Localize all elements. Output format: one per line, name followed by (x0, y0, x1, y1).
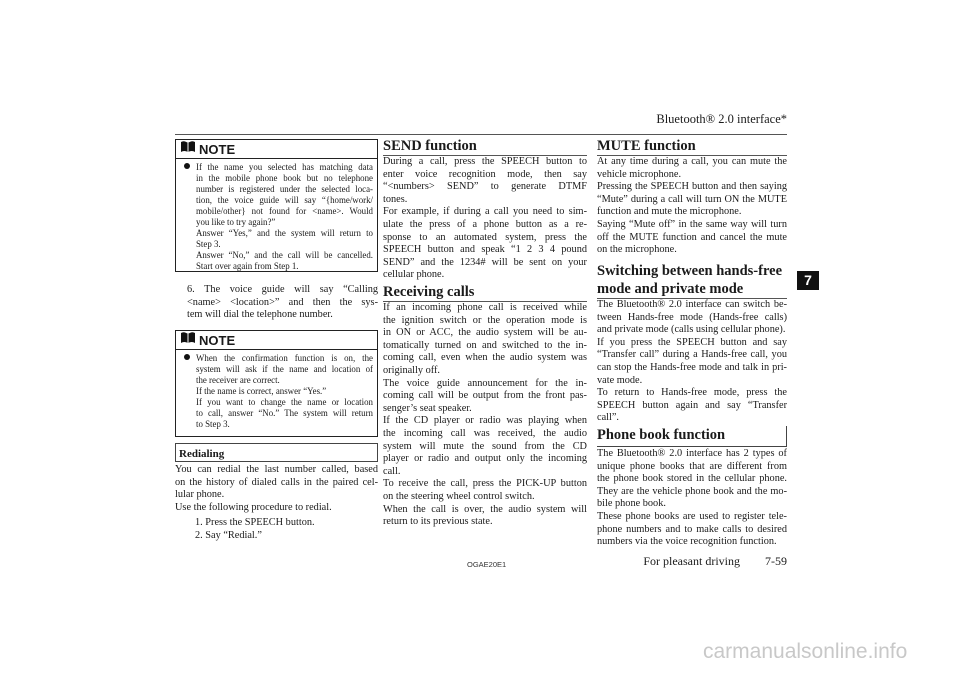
text-line: in ON or ACC, the audio system will be au- (383, 327, 587, 339)
text-line: The Bluetooth® 2.0 interface can switch be- (597, 299, 787, 310)
text-line: vate mode. (597, 374, 643, 386)
text-line: If an incoming phone call is received while (383, 302, 587, 313)
switching-heading-line2: mode and private mode (597, 281, 744, 297)
running-header: Bluetooth® 2.0 interface* (656, 112, 787, 126)
switching-heading (597, 262, 782, 298)
text-line: At any time during a call, you can mute the (597, 156, 787, 167)
text-line: “<numbers> SEND” to generate DTMF (383, 181, 587, 193)
text-line: to Step 3. (196, 419, 230, 429)
text-line: bile phone book. (597, 498, 666, 510)
text-line: the incoming call was received, the audio (383, 427, 587, 439)
text-line: For example, if during a call you need to sim- (383, 206, 587, 218)
receiving-calls-text (383, 302, 587, 529)
text-line: <name> <location>” and then the sys- (187, 296, 378, 308)
note-book-icon (180, 331, 196, 349)
text-line: SPEECH button and speak “1 2 3 4 pound (383, 244, 587, 256)
text-line: and private mode (calls using cellular phone). (597, 324, 786, 336)
note-text (196, 353, 373, 430)
text-line: ulate the press of a phone button as a re- (383, 218, 587, 230)
switching-heading-line1: Switching between hands-free (597, 263, 783, 279)
text-line: Pressing the SPEECH button and then saying (597, 181, 787, 193)
text-line: Answer “No,” and the call will be cancelled. (196, 250, 373, 260)
switching-text (597, 299, 787, 425)
redialing-text (175, 464, 378, 514)
bullet-icon (184, 163, 190, 169)
text-line: numbers via the voice recognition function. (597, 536, 777, 548)
phone-book-text (597, 448, 787, 549)
text-line: tion, the voice guide will say “{home/work/ (196, 195, 373, 205)
note-box (175, 139, 378, 272)
text-line: vehicle microphone. (597, 168, 682, 180)
note-title: NOTE (199, 332, 236, 348)
text-line: When the call is over, the audio system will (383, 503, 587, 515)
text-line: If you press the SPEECH button and say (597, 336, 787, 348)
note-box (175, 330, 378, 437)
text-line: The Bluetooth® 2.0 interface has 2 types of (597, 448, 787, 459)
page-number: 7-59 (765, 554, 787, 568)
text-line: phone numbers and to make calls to desired (597, 523, 787, 535)
phone-book-heading: Phone book function (597, 427, 726, 443)
text-line: tomatically turned on and switched to the in- (383, 339, 587, 351)
text-line: mobile/other} not found for <name>. Would (196, 206, 373, 216)
text-line: enter voice recognition mode, then say (383, 168, 587, 180)
text-line: system will ask if the name and location of (196, 364, 373, 374)
text-line: on the steering wheel control switch. (383, 490, 535, 502)
note-text (196, 162, 373, 272)
text-line: return to its previous state. (383, 516, 493, 528)
text-line: Start over again from Step 1. (196, 261, 299, 271)
send-function-heading: SEND function (383, 138, 477, 154)
text-line: tween Hands-free mode (Hands-free calls) (597, 311, 787, 323)
text-line: You can redial the last number called, based (175, 464, 378, 475)
footer-section: For pleasant driving (643, 554, 740, 568)
text-line: coming call, even when the audio system was (383, 352, 587, 364)
note-header (176, 331, 377, 350)
text-line: These phone books are used to register tele- (597, 510, 787, 522)
text-line: tem will dial the telephone number. (187, 309, 333, 321)
text-line: to call, answer “No.” The system will return (196, 408, 373, 418)
header-rule (175, 134, 787, 135)
note-title: NOTE (199, 141, 236, 157)
text-line: tones. (383, 193, 408, 205)
text-line: the ignition switch or the operation mode is (383, 314, 587, 326)
text-line: If you want to change the name or location (196, 397, 373, 407)
heading-box-edge (597, 426, 787, 447)
note-body (176, 350, 377, 432)
note-book-icon (180, 140, 196, 158)
document-code: OGAE20E1 (467, 560, 507, 569)
text-line: 6. The voice guide will say “Calling (187, 284, 378, 295)
redialing-heading-box (175, 443, 378, 462)
redialing-heading: Redialing (179, 448, 225, 460)
text-line: function and mute the microphone. (597, 206, 742, 218)
text-line: Use the following procedure to redial. (175, 501, 332, 513)
text-line: on the history of dialed calls in the paired cel- (175, 476, 378, 488)
redialing-steps (175, 517, 378, 542)
text-line: “Mute” during a call will turn ON the MUTE (597, 193, 787, 205)
text-line: senger’s seat speaker. (383, 402, 472, 414)
bullet-icon (184, 354, 190, 360)
text-line: originally off. (383, 364, 441, 376)
text-line: can stop the Hands-free mode and talk in pri- (597, 361, 787, 373)
text-line: you like to try again?” (196, 217, 276, 227)
text-line: If the name is correct, answer “Yes.” (196, 386, 327, 396)
watermark: carmanualsonline.info (703, 640, 908, 663)
text-line: If the CD player or radio was playing when (383, 415, 587, 427)
note-header (176, 140, 377, 159)
text-line: unique phone books that are different from (597, 460, 787, 472)
text-line: If the name you selected has matching data (196, 162, 373, 172)
text-line: To receive the call, press the PICK-UP button (383, 478, 587, 490)
send-function-text (383, 156, 587, 282)
text-line: They are the vehicle phone book and the mo- (597, 485, 787, 497)
text-line: To return to Hands-free mode, press the (597, 387, 787, 399)
text-line: lular phone. (175, 489, 225, 501)
mute-function-heading: MUTE function (597, 138, 696, 154)
text-line: off the MUTE function and cancel the mute (597, 231, 787, 243)
text-line: When the confirmation function is on, the (196, 353, 373, 363)
text-line: Step 3. (196, 239, 221, 249)
text-line: 1. Press the SPEECH button. (195, 517, 315, 528)
text-line: call. (383, 465, 401, 477)
step-6 (187, 284, 378, 322)
text-line: sponse to an automated system, press the (383, 231, 587, 243)
text-line: the receiver are correct. (196, 375, 280, 385)
text-line: Saying “Mute off” in the same way will turn (597, 218, 787, 230)
text-line: cellular phone. (383, 269, 445, 281)
text-line: SPEECH button again and say “Transfer (597, 399, 787, 411)
text-line: number is registered under the selected loca- (196, 184, 373, 194)
text-line: “Transfer call” during a Hands-free call, you (597, 349, 787, 361)
text-line: SEND” and the 1234# will be sent on your (383, 256, 587, 268)
chapter-number: 7 (804, 272, 812, 288)
text-line: During a call, press the SPEECH button to (383, 156, 587, 167)
text-line: the phone book stored in the cellular phone. (597, 473, 787, 485)
text-line: in the mobile phone book but no telephone (196, 173, 373, 183)
mute-function-text (597, 156, 787, 257)
text-line: Answer “Yes,” and the system will return to (196, 228, 373, 238)
text-line: call”. (597, 412, 620, 424)
text-line: The voice guide announcement for the in- (383, 377, 587, 389)
text-line: 2. Say “Redial.” (195, 529, 262, 541)
text-line: on the microphone. (597, 244, 677, 256)
receiving-calls-heading: Receiving calls (383, 284, 475, 300)
text-line: coming call will be output from the front pas- (383, 390, 587, 402)
chapter-tab (797, 271, 819, 290)
note-body (176, 159, 377, 274)
text-line: player or radio and output only the incoming (383, 453, 587, 465)
text-line: system will mute the sound from the CD (383, 440, 587, 452)
